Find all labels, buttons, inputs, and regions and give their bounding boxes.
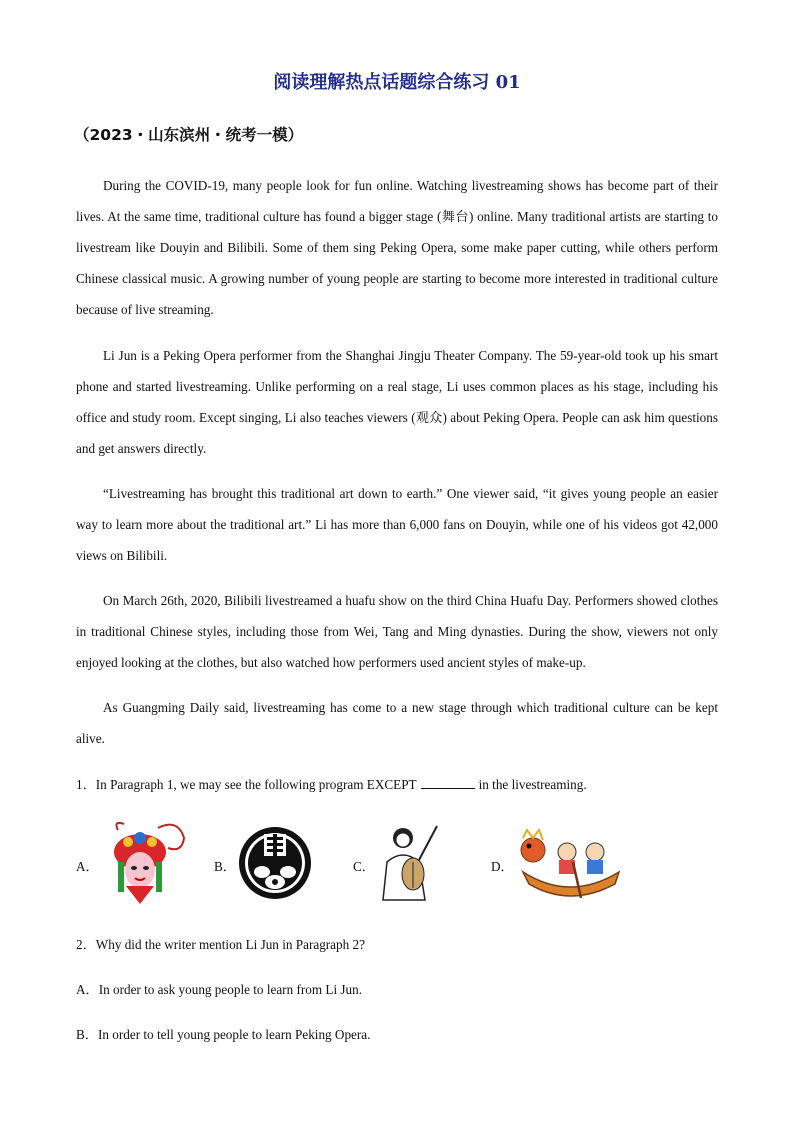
- question-1: [76, 774, 718, 795]
- paragraph-4: On March 26th, 2020, Bilibili livestreamed a huafu show on the third China Huafu Day. Performers showed clothes in traditional Chinese styles, including those from Wei, Tang and Ming dynasties. During the show, viewers not only enjoyed looking at the clothes, but also watched how performers used ancient styles of make-up.: [76, 593, 718, 670]
- answer-blank[interactable]: [421, 774, 475, 789]
- option-a-label: A．: [76, 859, 99, 874]
- option-b[interactable]: [214, 818, 334, 906]
- option-c-label: C．: [353, 859, 375, 874]
- question-1-suffix: in the livestreaming.: [478, 777, 587, 792]
- option-a[interactable]: [76, 818, 196, 906]
- page-title: 阅读理解热点话题综合练习 01: [273, 72, 521, 93]
- option-d-label: D．: [491, 859, 514, 874]
- question-2-option-a[interactable]: A．In order to ask young people to learn from Li Jun.: [76, 982, 363, 997]
- question-2: 2．Why did the writer mention Li Jun in Paragraph 2?: [76, 937, 365, 952]
- option-d[interactable]: [491, 818, 631, 906]
- pipa-player-icon: [373, 822, 447, 904]
- option-b-label: B．: [214, 859, 236, 874]
- paragraph-3: “Livestreaming has brought this traditional art down to earth.” One viewer said, “it gives young people an easier way to learn more about the traditional art.” Li has more than 6,000 fans on Douyin, while one of his videos got 42,000 views on Bilibili.: [76, 486, 718, 563]
- question-2-option-b[interactable]: B．In order to tell young people to learn Peking Opera.: [76, 1027, 371, 1042]
- exam-source: （2023・山东滨州・统考一模）: [74, 126, 304, 144]
- paper-cutting-icon: [236, 824, 314, 902]
- paragraph-1: During the COVID-19, many people look for fun online. Watching livestreaming shows has become part of their lives. At the same time, traditional culture has found a bigger stage (舞台) online. Many traditional artists are starting to livestream like Douyin and Bilibili. Some of them sing Peking Opera, some make paper cutting, while others perform Chinese classical music. A growing number of young people are starting to become more interested in traditional culture because of live streaming.: [76, 178, 718, 317]
- option-c[interactable]: [353, 818, 473, 906]
- peking-opera-mask-icon: [98, 818, 188, 906]
- question-1-text: 1．In Paragraph 1, we may see the following program EXCEPT: [76, 777, 417, 792]
- paragraph-2: Li Jun is a Peking Opera performer from the Shanghai Jingju Theater Company. The 59-year-old took up his smart phone and started livestreaming. Unlike performing on a real stage, Li uses common places as his stage, including his office and study room. Except singing, Li also teaches viewers (观众) about Peking Opera. People can ask him questions and get answers directly.: [76, 348, 718, 456]
- paragraph-5: As Guangming Daily said, livestreaming has come to a new stage through which traditional culture can be kept alive.: [76, 700, 718, 746]
- dragon-boat-icon: [515, 822, 625, 902]
